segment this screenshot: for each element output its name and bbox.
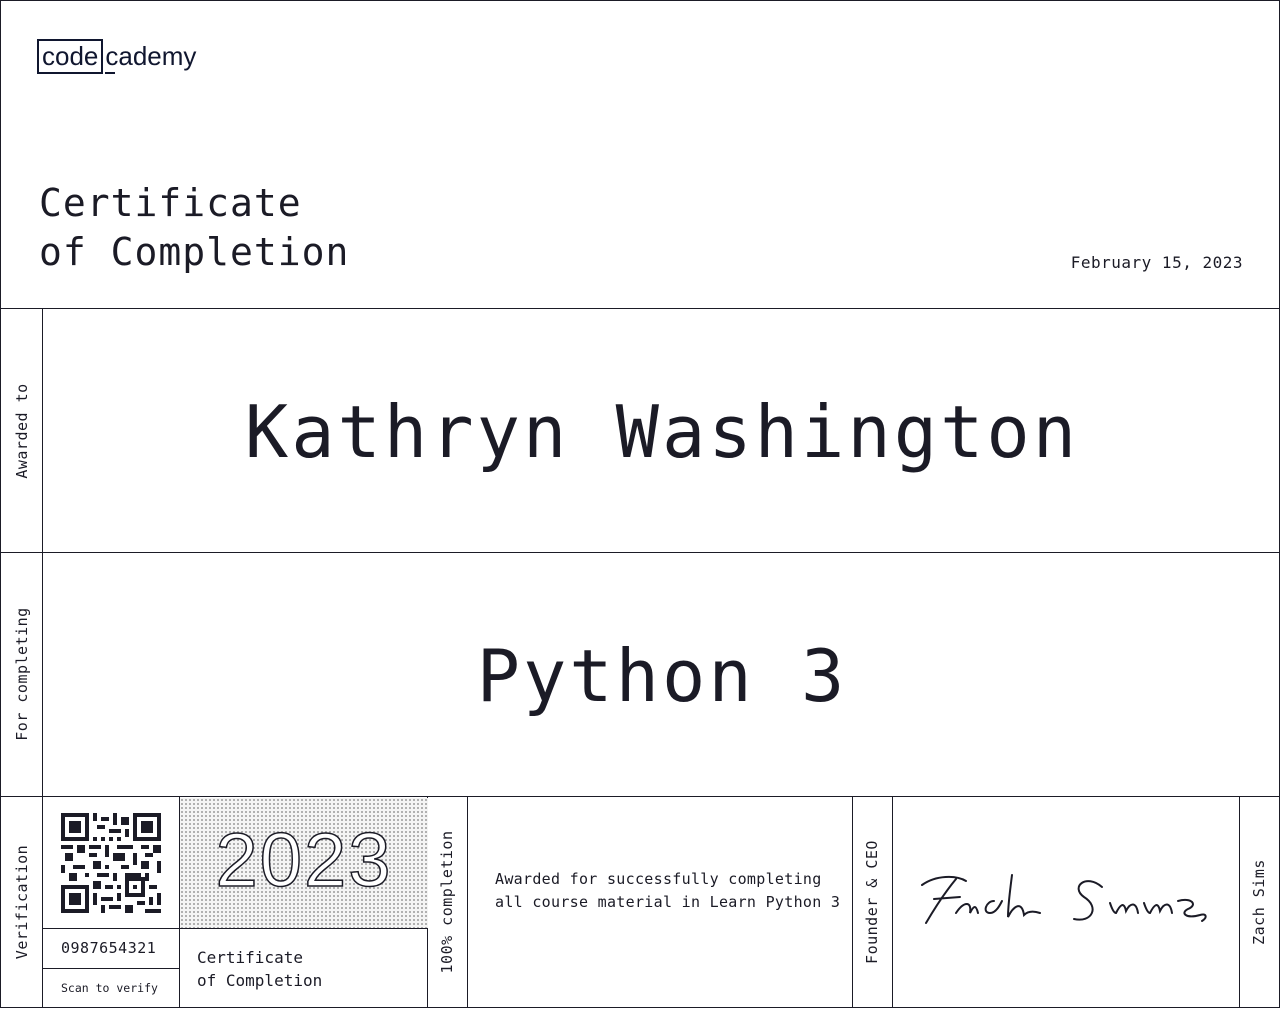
- certificate-subtitle-line-2: of Completion: [197, 971, 323, 990]
- completion-label: 100% completion: [438, 830, 456, 974]
- awarded-to-label: Awarded to: [13, 383, 31, 479]
- completion-description: Awarded for successfully completing all course material in Learn Python 3: [495, 870, 841, 911]
- divider: [180, 928, 427, 929]
- signature: [916, 861, 1216, 941]
- certificate-subtitle: [197, 946, 322, 992]
- divider: [43, 968, 179, 969]
- certificate-title: [39, 179, 349, 277]
- recipient-name: Kathryn Washington: [244, 389, 1080, 474]
- divider: [892, 796, 893, 1008]
- verification-number: 0987654321: [61, 939, 157, 957]
- divider: [1239, 796, 1240, 1008]
- qr-code-icon[interactable]: [59, 813, 163, 913]
- verification-label: Verification: [13, 844, 31, 960]
- year-badge: 2023: [215, 818, 393, 903]
- course-name: Python 3: [476, 633, 848, 718]
- founder-name: Zach Sims: [1250, 859, 1268, 945]
- title-line-1: Certificate: [39, 181, 302, 225]
- issue-date: February 15, 2023: [1070, 253, 1243, 272]
- divider: [1, 308, 1279, 309]
- logo-code: code: [37, 39, 103, 74]
- logo-cademy: cademy: [105, 41, 197, 71]
- divider: [852, 796, 853, 1008]
- codecademy-logo[interactable]: [37, 39, 196, 74]
- divider: [467, 796, 468, 1008]
- founder-label: Founder & CEO: [863, 840, 881, 964]
- scan-to-verify-label: Scan to verify: [61, 981, 158, 995]
- title-line-2: of Completion: [39, 230, 350, 274]
- divider: [43, 928, 179, 929]
- for-completing-label: For completing: [13, 607, 31, 741]
- certificate-subtitle-line-1: Certificate: [197, 948, 303, 967]
